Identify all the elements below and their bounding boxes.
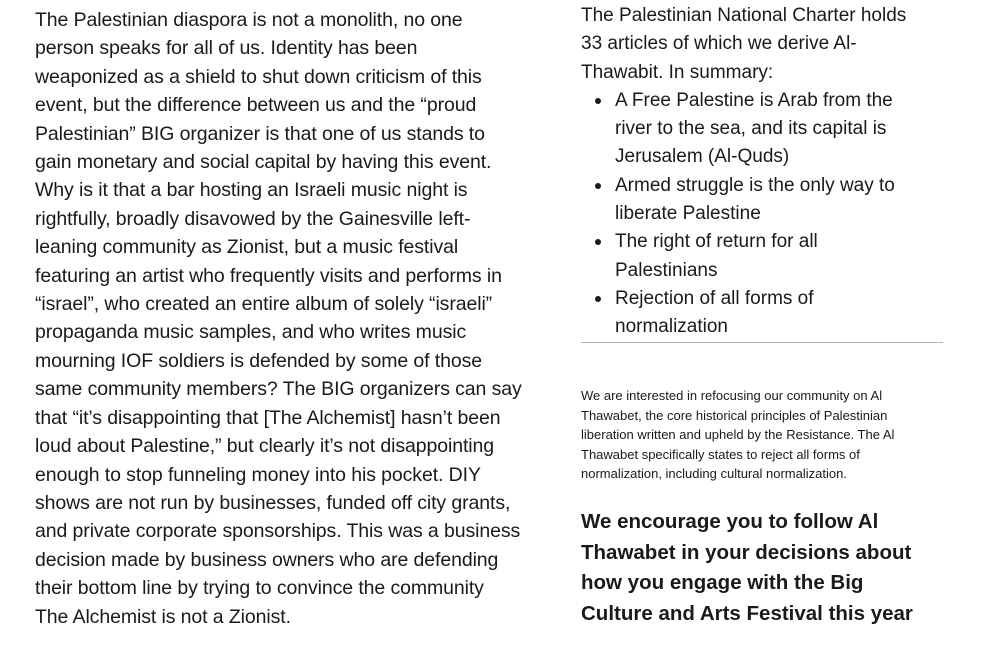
divider xyxy=(581,342,943,343)
text-line: propaganda music samples, and who writes music xyxy=(35,321,467,344)
text-line: rightfully, broadly disavowed by the Gainesville left- xyxy=(35,207,471,230)
bullet-icon xyxy=(595,183,601,189)
bullet-line: Jerusalem (Al-Quds) xyxy=(615,146,790,168)
text-line: gain monetary and social capital by having this event. xyxy=(35,151,492,174)
text-line: enough to stop funneling money into his pocket. DIY xyxy=(35,463,481,486)
bullet-line: Rejection of all forms of xyxy=(615,287,814,309)
note-line: We are interested in refocusing our community on Al xyxy=(581,388,883,403)
left-column-text xyxy=(35,6,580,631)
bullet-icon xyxy=(595,98,601,104)
bullet-line: river to the sea, and its capital is xyxy=(615,118,887,140)
text-line: mourning IOF soldiers is defended by some of those xyxy=(35,349,482,372)
intro-line: 33 articles of which we derive Al- xyxy=(581,33,857,55)
bullet-line: normalization xyxy=(615,316,728,338)
text-line: loud about Palestine,” but clearly it’s not disappointing xyxy=(35,435,494,458)
text-line: weaponized as a shield to shut down criticism of this xyxy=(35,65,482,88)
al-thawabet-note xyxy=(581,386,951,484)
cta-line: We encourage you to follow Al xyxy=(581,510,879,533)
intro-line: Thawabit. In summary: xyxy=(581,61,774,83)
text-line: Palestinian” BIG organizer is that one of us stands to xyxy=(35,122,485,145)
text-line: featuring an artist who frequently visits and performs in xyxy=(35,264,502,287)
bullet-line: liberate Palestine xyxy=(615,203,761,225)
text-line: same community members? The BIG organizers can say xyxy=(35,378,522,401)
text-line: The Alchemist is not a Zionist. xyxy=(35,605,291,628)
bullet-icon xyxy=(595,296,601,302)
bullet-list xyxy=(581,87,943,342)
call-to-action xyxy=(581,507,961,629)
note-line: normalization, including cultural normalization. xyxy=(581,466,847,482)
text-line: leaning community as Zionist, but a music festival xyxy=(35,236,459,259)
note-line: Thawabet, the core historical principles of Palestinian xyxy=(581,407,888,423)
text-line: their bottom line by trying to convince the community xyxy=(35,577,484,600)
note-line: Thawabet specifically states to reject all forms of xyxy=(581,446,860,462)
bullet-line: Armed struggle is the only way to xyxy=(615,174,895,196)
bullet-line: The right of return for all xyxy=(615,231,818,253)
intro-line: The Palestinian National Charter holds xyxy=(581,5,907,26)
text-line: Why is it that a bar hosting an Israeli music night is xyxy=(35,179,468,202)
text-line: and private corporate sponsorships. This was a business xyxy=(35,520,521,543)
text-line: that “it’s disappointing that [The Alchemist] hasn’t been xyxy=(35,406,501,429)
text-line: person speaks for all of us. Identity has been xyxy=(35,37,418,60)
bullet-item xyxy=(581,228,943,285)
bullet-item xyxy=(581,285,943,342)
text-line: decision made by business owners who are defending xyxy=(35,548,499,571)
bullet-item xyxy=(581,87,943,172)
bullet-icon xyxy=(595,239,601,245)
cta-line: Culture and Arts Festival this year xyxy=(581,601,913,625)
text-line: “israel”, who created an entire album of solely “israeli” xyxy=(35,293,493,316)
bullet-line: Palestinians xyxy=(615,259,718,281)
note-line: liberation written and upheld by the Resistance. The Al xyxy=(581,427,895,443)
text-line: event, but the difference between us and the “proud xyxy=(35,94,477,117)
bullet-line: A Free Palestine is Arab from the xyxy=(615,89,893,111)
text-line: The Palestinian diaspora is not a monolith, no one xyxy=(35,9,463,31)
cta-line: how you engage with the Big xyxy=(581,571,864,594)
text-line: shows are not run by businesses, funded off city grants, xyxy=(35,491,511,514)
bullet-item xyxy=(581,172,943,229)
cta-line: Thawabet in your decisions about xyxy=(581,540,912,564)
charter-summary xyxy=(581,2,943,342)
